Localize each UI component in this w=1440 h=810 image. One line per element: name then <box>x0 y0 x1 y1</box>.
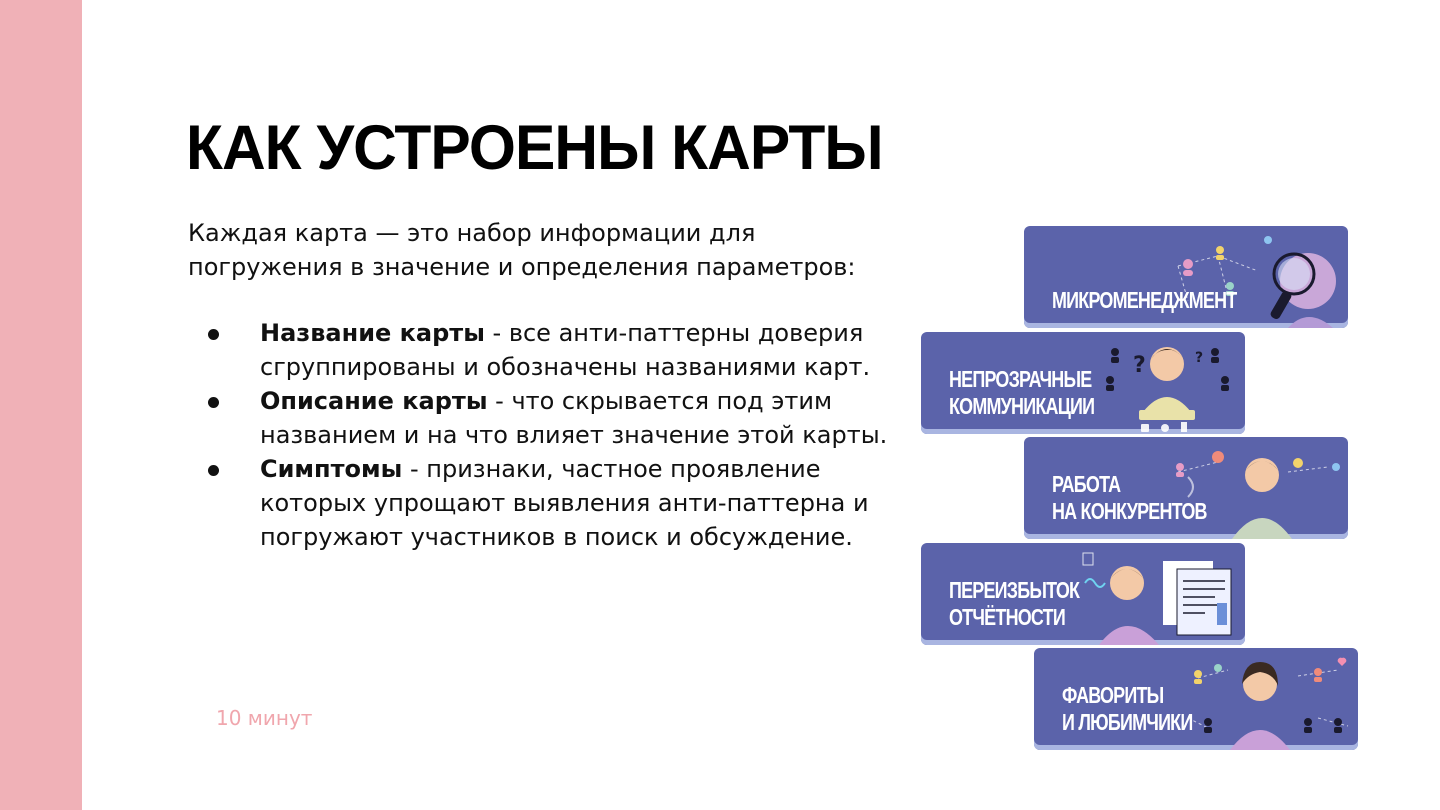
card-reporting-overload <box>921 543 1245 645</box>
card-label: ПЕРЕИЗБЫТОК ОТЧЁТНОСТИ <box>949 577 1080 630</box>
bullet-term: Название карты <box>260 319 485 347</box>
card-label: РАБОТА НА КОНКУРЕНТОВ <box>1052 471 1207 524</box>
card-label: МИКРОМЕНЕДЖМЕНТ <box>1052 287 1237 313</box>
bullet-dot-icon <box>208 465 219 476</box>
bullet-dot-icon <box>208 329 219 340</box>
bullet-item <box>206 316 906 384</box>
card-micromanagement <box>1024 226 1348 328</box>
svg-text:?: ? <box>1133 353 1146 378</box>
slide-title: КАК УСТРОЕНЫ КАРТЫ <box>186 113 883 183</box>
bullet-term: Симптомы <box>260 455 403 483</box>
card-label: ФАВОРИТЫ И ЛЮБИМЧИКИ <box>1062 682 1193 735</box>
bullet-list <box>206 316 906 554</box>
bullet-text: - признаки, частное проявление которых упрощают выявления анти-паттерна и погружают участников в поиск и обсуждение. <box>260 455 869 551</box>
bullet-item <box>206 452 906 554</box>
intro-text: Каждая карта — это набор информации для погружения в значение и определения параметров: <box>188 219 856 281</box>
bullet-term: Описание карты <box>260 387 488 415</box>
favorite-person-icon <box>1168 648 1358 750</box>
card-opaque-communications <box>921 332 1245 434</box>
bullet-text: - что скрывается под этим названием и на что влияет значение этой карты. <box>260 387 888 449</box>
card-favorites <box>1034 648 1358 750</box>
documents-person-icon <box>1055 543 1245 645</box>
bullet-text: - все анти-паттерны доверия сгруппированы и обозначены названиями карт. <box>260 319 871 381</box>
card-working-for-competitors <box>1024 437 1348 539</box>
duration-label: 10 минут <box>216 706 313 730</box>
side-accent-stripe <box>0 0 82 810</box>
card-label: НЕПРОЗРАЧНЫЕ КОММУНИКАЦИИ <box>949 366 1095 419</box>
svg-text:?: ? <box>1195 350 1204 366</box>
bullet-item <box>206 384 906 452</box>
bullet-dot-icon <box>208 397 219 408</box>
